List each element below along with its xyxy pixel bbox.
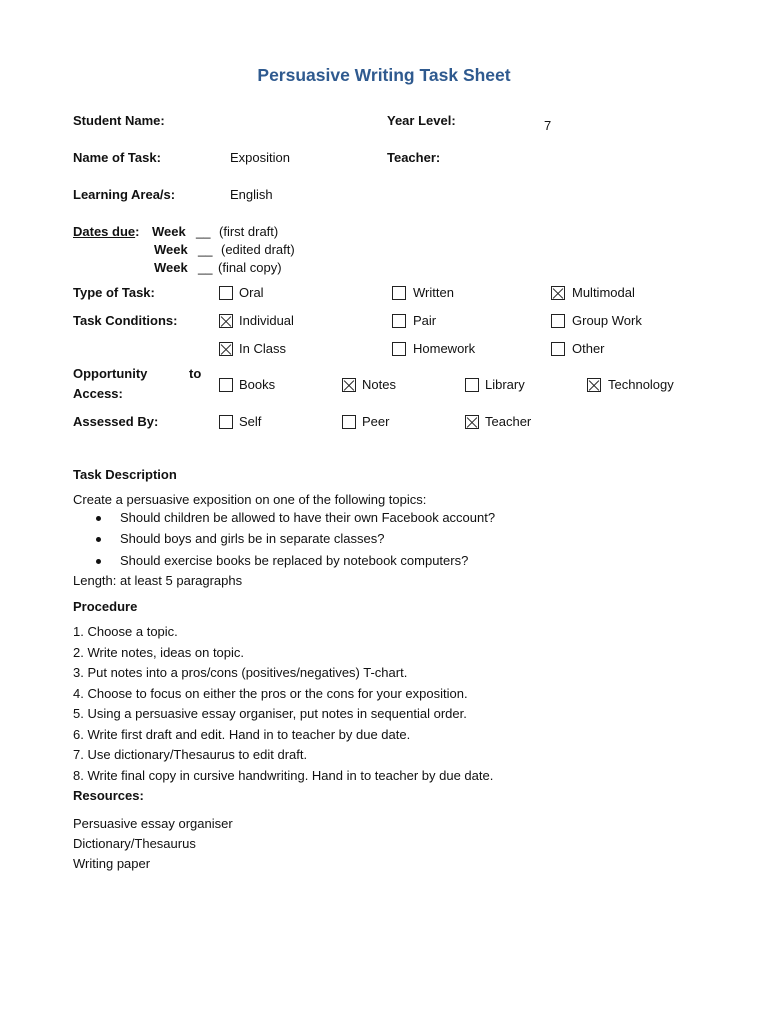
topic-item-2: Should boys and girls be in separate classes?	[120, 531, 385, 546]
type-of-task-label: Type of Task:	[73, 285, 155, 300]
task-description-heading: Task Description	[73, 467, 177, 482]
procedure-heading: Procedure	[73, 599, 138, 614]
option-peer-label: Peer	[362, 414, 390, 429]
option-library-label: Library	[485, 377, 525, 392]
bullet-icon	[96, 559, 101, 564]
dates-due-label	[73, 224, 139, 240]
procedure-step-2: 2. Write notes, ideas on topic.	[73, 645, 245, 660]
dates-due-week-2: Week	[154, 242, 188, 257]
option-books-label: Books	[239, 377, 276, 392]
learning-area-label: Learning Area/s:	[73, 187, 176, 202]
student-name-label: Student Name:	[73, 113, 165, 128]
procedure-step-4: 4. Choose to focus on either the pros or the cons for your exposition.	[73, 686, 468, 701]
task-conditions-label: Task Conditions:	[73, 313, 178, 328]
checkbox-teacher[interactable]	[465, 415, 479, 429]
assessed-by-label: Assessed By:	[73, 414, 159, 429]
resource-item-2: Dictionary/Thesaurus	[73, 836, 196, 851]
checkbox-pair[interactable]	[392, 314, 406, 328]
option-multimodal-label: Multimodal	[572, 285, 635, 300]
option-other-label: Other	[572, 341, 605, 356]
procedure-step-3: 3. Put notes into a pros/cons (positives/negatives) T-chart.	[73, 665, 408, 680]
topic-item-1: Should children be allowed to have their own Facebook account?	[120, 510, 496, 525]
option-written-label: Written	[413, 285, 454, 300]
resource-item-1: Persuasive essay organiser	[73, 816, 233, 831]
checkbox-books[interactable]	[219, 378, 233, 392]
page-title: Persuasive Writing Task Sheet	[257, 65, 511, 85]
checkbox-library[interactable]	[465, 378, 479, 392]
checkbox-group-work[interactable]	[551, 314, 565, 328]
task-description-intro: Create a persuasive exposition on one of the following topics:	[73, 492, 427, 507]
bullet-icon	[96, 537, 101, 542]
dates-due-note-1: (first draft)	[219, 224, 279, 239]
task-name-value: Exposition	[230, 150, 290, 165]
dates-due-blank-3: __	[198, 260, 213, 275]
dates-due-note-3: (final copy)	[218, 260, 282, 275]
checkbox-peer[interactable]	[342, 415, 356, 429]
task-name-label: Name of Task:	[73, 150, 161, 165]
option-teacher-label: Teacher	[485, 414, 532, 429]
year-level-value: 7	[544, 118, 552, 133]
procedure-step-5: 5. Using a persuasive essay organiser, put notes in sequential order.	[73, 706, 467, 721]
dates-due-note-2: (edited draft)	[221, 242, 295, 257]
checkbox-other[interactable]	[551, 342, 565, 356]
checkbox-individual[interactable]	[219, 314, 233, 328]
opportunity-label-word: Opportunity	[73, 366, 148, 381]
checkbox-self[interactable]	[219, 415, 233, 429]
topic-item-3: Should exercise books be replaced by notebook computers?	[120, 553, 469, 568]
opportunity-label-access: Access:	[73, 386, 123, 401]
option-notes-label: Notes	[362, 377, 396, 392]
bullet-icon	[96, 516, 101, 521]
option-oral-label: Oral	[239, 285, 264, 300]
option-pair-label: Pair	[413, 313, 437, 328]
dates-due-week-3: Week	[154, 260, 188, 275]
dates-due-label-text: Dates due	[73, 224, 136, 239]
resources-heading: Resources:	[73, 788, 144, 803]
dates-due-colon: :	[135, 224, 140, 239]
checkbox-notes[interactable]	[342, 378, 356, 392]
option-individual-label: Individual	[239, 313, 294, 328]
dates-due-blank-1: __	[196, 224, 211, 239]
opportunity-label-to: to	[189, 366, 202, 381]
checkbox-multimodal[interactable]	[551, 286, 565, 300]
option-in-class-label: In Class	[239, 341, 286, 356]
procedure-step-7: 7. Use dictionary/Thesaurus to edit draft.	[73, 747, 308, 762]
year-level-label: Year Level:	[387, 113, 456, 128]
option-group-work-label: Group Work	[572, 313, 642, 328]
resource-item-3: Writing paper	[73, 856, 151, 871]
teacher-label: Teacher:	[387, 150, 441, 165]
procedure-step-1: 1. Choose a topic.	[73, 624, 178, 639]
checkbox-oral[interactable]	[219, 286, 233, 300]
checkbox-in-class[interactable]	[219, 342, 233, 356]
task-length: Length: at least 5 paragraphs	[73, 573, 243, 588]
option-technology-label: Technology	[608, 377, 674, 392]
checkbox-technology[interactable]	[587, 378, 601, 392]
learning-area-value: English	[230, 187, 273, 202]
checkbox-homework[interactable]	[392, 342, 406, 356]
procedure-step-8: 8. Write final copy in cursive handwriting. Hand in to teacher by due date.	[73, 768, 494, 783]
option-self-label: Self	[239, 414, 262, 429]
procedure-step-6: 6. Write first draft and edit. Hand in to teacher by due date.	[73, 727, 411, 742]
checkbox-written[interactable]	[392, 286, 406, 300]
option-homework-label: Homework	[413, 341, 476, 356]
dates-due-week-1: Week	[152, 224, 186, 239]
dates-due-blank-2: __	[198, 242, 213, 257]
